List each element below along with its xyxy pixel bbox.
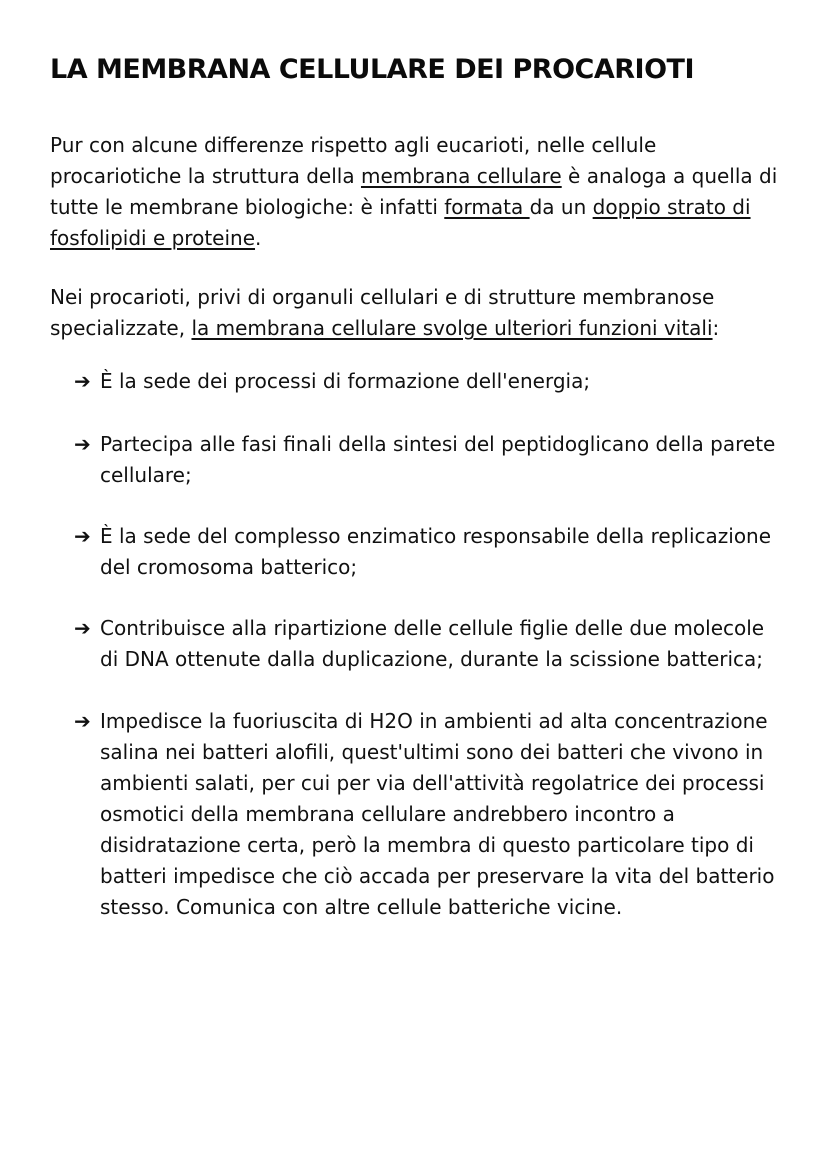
arrow-right-icon: ➔: [74, 616, 91, 640]
intro-text-4: .: [255, 226, 262, 250]
intro-text-1: Pur con alcune differenze rispetto agli eucarioti, nelle cellule procariotiche la struttura della: [50, 133, 657, 188]
underlined-functions-phrase: la membrana cellulare svolge ulteriori funzioni vitali: [191, 316, 713, 340]
list-item-text: Contribuisce alla ripartizione delle cellule figlie delle due molecole di DNA ottenute dalla duplicazione, durante la scissione batterica;: [100, 616, 765, 671]
list-item: [74, 429, 784, 491]
intro-text-3: da un: [529, 195, 593, 219]
underlined-term-bilayer: doppio strato di fosfolipidi e proteine: [50, 195, 751, 250]
arrow-right-icon: ➔: [74, 369, 91, 393]
functions-text-1: Nei procarioti, privi di organuli cellulari e di strutture membranose specializzate,: [50, 285, 715, 340]
list-item-text: Impedisce la fuoriuscita di H2O in ambienti ad alta concentrazione salina nei batteri alofili, quest'ultimi sono dei batteri che vivono in ambienti salati, per cui per via dell'attività regolatrice dei processi osmotici della membrana cellulare andrebbero incontro a disidratazione certa, però la membra di questo particolare tipo di batteri impedisce che ciò accada per preservare la vita del batterio stesso. Comunica con altre cellule batteriche vicine.: [100, 709, 775, 919]
underlined-term-membrane: membrana cellulare: [360, 164, 562, 188]
intro-paragraph: [50, 130, 780, 254]
arrow-right-icon: ➔: [74, 432, 91, 456]
list-item-text: Partecipa alle fasi finali della sintesi del peptidoglicano della parete cellulare;: [100, 432, 776, 487]
page-title: LA MEMBRANA CELLULARE DEI PROCARIOTI: [50, 54, 695, 85]
functions-paragraph: [50, 282, 780, 344]
underlined-term-formed: formata: [444, 195, 530, 219]
intro-text-2: è analoga a quella di tutte le membrane biologiche: è infatti: [50, 164, 778, 219]
functions-list: [74, 366, 784, 923]
arrow-right-icon: ➔: [74, 709, 91, 733]
arrow-right-icon: ➔: [74, 524, 91, 548]
list-item-text: È la sede dei processi di formazione dell'energia;: [100, 369, 591, 393]
list-item: [74, 521, 784, 583]
list-item: [74, 366, 784, 397]
functions-text-2: :: [712, 316, 720, 340]
list-item: [74, 613, 784, 675]
list-item: [74, 706, 784, 923]
list-item-text: È la sede del complesso enzimatico responsabile della replicazione del cromosoma batterico;: [100, 524, 772, 579]
